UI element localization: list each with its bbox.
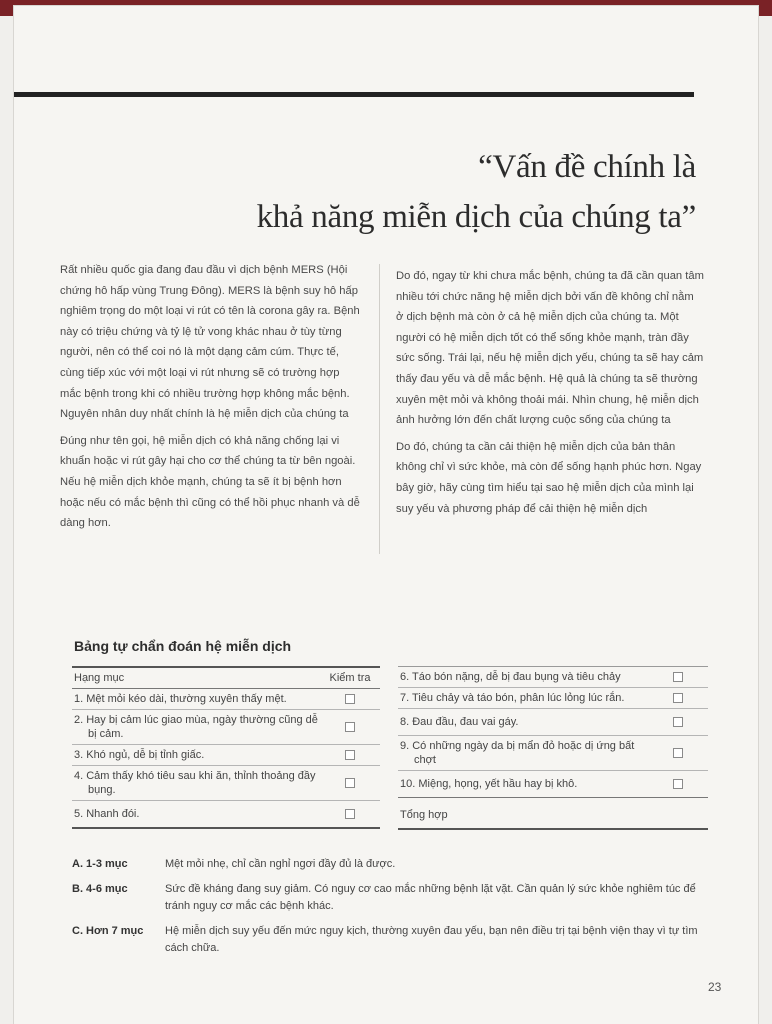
checklist-table-left	[72, 666, 380, 829]
item-label: 8. Đau đầu, đau vai gáy.	[400, 716, 519, 728]
col-header-check: Kiểm tra	[329, 672, 371, 684]
item-label: 2. Hay bị cảm lúc giao mùa, ngày thường cũng dễ bị cảm.	[74, 714, 318, 740]
result-key: B. 4-6 mục	[72, 883, 128, 895]
book-page	[14, 6, 758, 1024]
item-label: 4. Cảm thấy khó tiêu sau khi ăn, thỉnh thoảng đầy bụng.	[74, 770, 316, 796]
result-desc: Sức đề kháng đang suy giảm. Có nguy cơ cao mắc những bệnh lặt vặt. Cần quản lý sức khỏe nghiêm túc để tránh nguy cơ mắc các bệnh khác.	[165, 883, 696, 912]
checkbox[interactable]	[673, 693, 683, 703]
result-desc: Mệt mỏi nhẹ, chỉ cần nghỉ ngơi đầy đủ là được.	[165, 858, 396, 870]
table-row	[72, 710, 380, 745]
page-number: 23	[708, 980, 722, 994]
checkbox[interactable]	[345, 778, 355, 788]
right-column	[396, 266, 704, 525]
result-desc: Hệ miễn dịch suy yếu đến mức nguy kịch, thường xuyên đau yếu, bạn nên điều trị tại bệnh viện thay vì tự tìm cách chữa.	[165, 925, 698, 954]
table-row	[72, 689, 380, 710]
checkbox[interactable]	[673, 717, 683, 727]
table-row	[72, 745, 380, 766]
checkbox[interactable]	[673, 779, 683, 789]
item-label: 9. Có những ngày da bị mẩn đỏ hoặc dị ứng bất chợt	[400, 740, 635, 766]
item-label: 10. Miệng, họng, yết hầu hay bị khô.	[400, 778, 578, 790]
col-header-item: Hạng mục	[74, 672, 125, 684]
item-label: 7. Tiêu chảy và táo bón, phân lúc lỏng lúc rắn.	[400, 692, 625, 704]
heading-line-2: khả năng miễn dịch của chúng ta”	[256, 199, 696, 235]
checkbox[interactable]	[673, 672, 683, 682]
result-item	[72, 923, 712, 957]
item-label: 3. Khó ngủ, dễ bị tỉnh giấc.	[74, 749, 205, 761]
paragraph: Đúng như tên gọi, hệ miễn dịch có khả năng chống lại vi khuẩn hoặc vi rút gây hại cho cơ thể chúng ta từ bên ngoài. Nếu hệ miễn dịch khỏe mạnh, chúng ta sẽ ít bị bệnh hơn hoặc nếu có mắc bệnh thì cũng có thể hồi phục nhanh và dễ dàng hơn.	[60, 434, 360, 530]
item-label: 1. Mệt mỏi kéo dài, thường xuyên thấy mệt.	[74, 693, 287, 705]
paragraph: Do đó, chúng ta cần cải thiện hệ miễn dịch của bản thân không chỉ vì sức khỏe, mà còn để sống hạnh phúc hơn. Ngay bây giờ, hãy cùng tìm hiểu tại sao hệ miễn dịch của mình lại suy yếu và phương pháp để cải thiện hệ miễn dịch	[396, 440, 702, 515]
table-row	[398, 688, 708, 709]
left-column	[60, 260, 360, 540]
checklist-table-right	[398, 666, 708, 830]
header-rule	[14, 92, 694, 97]
table-row	[398, 667, 708, 688]
item-label: 6. Táo bón nặng, dễ bị đau bụng và tiêu chảy	[400, 671, 621, 683]
checkbox[interactable]	[345, 750, 355, 760]
paragraph: Do đó, ngay từ khi chưa mắc bệnh, chúng ta đã cần quan tâm nhiều tới chức năng hệ miễn dịch bởi vấn đề không chỉ nằm ở dịch bệnh mà còn ở cả hệ miễn dịch của chúng ta. Một người có hệ miễn dịch tốt có thể sống khỏe mạnh, tràn đầy sức sống. Trái lại, nếu hệ miễn dịch yếu, chúng ta sẽ hay cảm thấy đau yếu và dễ mắc bệnh. Hệ quả là chúng ta sẽ thường xuyên mệt mỏi và không thoải mái. Nhìn chung, hệ miễn dịch ảnh hưởng lớn đến chất lượng cuộc sống của chúng ta	[396, 270, 704, 427]
page-heading	[257, 142, 696, 242]
checkbox[interactable]	[673, 748, 683, 758]
item-label: 5. Nhanh đói.	[74, 808, 140, 820]
checkbox[interactable]	[345, 809, 355, 819]
checkbox[interactable]	[345, 694, 355, 704]
result-key: A. 1-3 mục	[72, 858, 128, 870]
heading-line-1: “Vấn đề chính là	[478, 149, 696, 185]
table-row	[398, 709, 708, 736]
table-row	[72, 766, 380, 801]
table-title: Bảng tự chẩn đoán hệ miễn dịch	[74, 638, 292, 654]
result-key: C. Hơn 7 mục	[72, 925, 144, 937]
paragraph: Rất nhiều quốc gia đang đau đầu vì dịch bệnh MERS (Hội chứng hô hấp vùng Trung Đông). MERS là bệnh suy hô hấp nghiêm trọng do một loại vi rút có tên là corona gây ra. Bệnh này có triệu chứng và tỷ lệ tử vong khác nhau ở tùy từng người, nên có thể coi nó là một dạng cảm cúm. Thực tế, cùng tiếp xúc với một loại vi rút nhưng sẽ có trường hợp mắc bệnh trong khi có nhiều trường hợp không mắc bệnh. Nguyên nhân duy nhất chính là hệ miễn dịch của chúng ta	[60, 264, 360, 421]
results-list	[72, 856, 712, 965]
table-row	[72, 801, 380, 829]
table-header-row	[72, 668, 380, 689]
total-row: Tổng hợp	[398, 798, 708, 830]
table-row	[398, 771, 708, 798]
table-row	[398, 736, 708, 771]
result-item	[72, 856, 712, 873]
checkbox[interactable]	[345, 722, 355, 732]
column-divider	[379, 264, 380, 554]
result-item	[72, 881, 712, 915]
